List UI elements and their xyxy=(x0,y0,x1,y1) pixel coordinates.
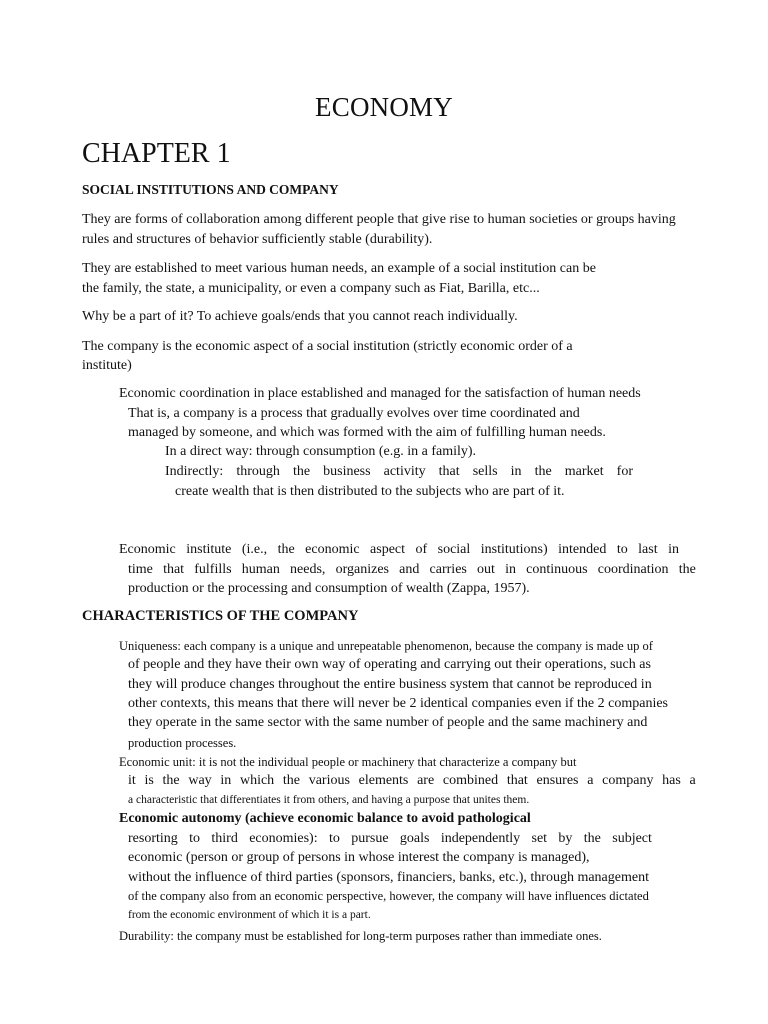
word: which xyxy=(239,773,275,788)
word: the xyxy=(292,464,311,479)
bullet-item-line: from the economic environment of which it is a part. xyxy=(128,909,371,921)
bullet-item-line: of the company also from an economic perspective, however, the company will have influences dictated xyxy=(128,889,649,903)
word: aspect xyxy=(370,542,406,557)
bullet-item-line: they operate in the same sector with the same number of people and the same machinery and xyxy=(128,715,648,730)
word: coordination xyxy=(597,562,669,577)
word: institute xyxy=(186,542,232,557)
sub-bullet-item-line xyxy=(153,463,633,481)
bullet-item-line: Economic autonomy (achieve economic balance to avoid pathological xyxy=(119,811,531,826)
paragraph-line: Why be a part of it? To achieve goals/ends that you cannot reach individually. xyxy=(82,309,518,324)
word: continuous xyxy=(526,562,588,577)
word: set xyxy=(531,831,548,846)
word: in xyxy=(510,464,522,479)
bullet-item-line: Economic coordination in place established and managed for the satisfaction of human needs xyxy=(119,386,641,401)
bullet-item-line xyxy=(128,561,696,579)
word: that xyxy=(506,773,528,788)
word: third xyxy=(211,831,238,846)
word: combined xyxy=(442,773,499,788)
sub-bullet-item-line: create wealth that is then distributed to the subjects who are part of it. xyxy=(175,484,565,499)
word: activity xyxy=(383,464,426,479)
bullet-item-line: production processes. xyxy=(128,736,237,750)
word: business xyxy=(323,464,371,479)
paragraph-line: They are forms of collaboration among different people that give rise to human societies or groups having xyxy=(82,212,676,227)
bullet-item-line: other contexts, this means that there will never be 2 identical companies even if the 2 companies xyxy=(128,696,668,711)
bullet-item-line: economic (person or group of persons in whose interest the company is managed), xyxy=(128,850,590,865)
bullet-item-line: they will produce changes throughout the entire business system that cannot be reproduced in xyxy=(128,677,652,692)
word: organizes xyxy=(335,562,389,577)
word: out xyxy=(477,562,495,577)
bullet-item-line: without the influence of third parties (sponsors, financiers, banks, etc.), through management xyxy=(128,870,649,885)
paragraph-line: They are established to meet various human needs, an example of a social institution can be xyxy=(82,261,596,276)
document-title: ECONOMY xyxy=(315,92,453,122)
word: the xyxy=(282,773,300,788)
word: pursue xyxy=(351,831,389,846)
word: has xyxy=(662,773,681,788)
sub-bullet-item-line: In a direct way: through consumption (e.g. in a family). xyxy=(165,444,477,459)
word: social xyxy=(437,542,471,557)
paragraph-line: institute) xyxy=(82,358,132,373)
word: various xyxy=(308,773,350,788)
word: carries xyxy=(429,562,467,577)
word: resorting xyxy=(128,831,178,846)
word: way xyxy=(188,773,212,788)
word: that xyxy=(163,562,185,577)
paragraph-line: the family, the state, a municipality, or even a company such as Fiat, Barilla, etc... xyxy=(82,281,540,296)
word: in xyxy=(505,562,516,577)
word: it xyxy=(128,773,136,788)
word: (i.e., xyxy=(241,542,268,557)
bullet-item-line: Durability: the company must be established for long-term purposes rather than immediate ones. xyxy=(119,929,602,943)
word: subject xyxy=(612,831,652,846)
word: in xyxy=(668,542,679,557)
bullet-item-line: a characteristic that differentiates it from others, and having a purpose that unites them. xyxy=(128,794,530,806)
bullet-item-line: production or the processing and consumption of wealth (Zappa, 1957). xyxy=(128,581,530,596)
word: company xyxy=(602,773,654,788)
word: human xyxy=(241,562,280,577)
word: a xyxy=(587,773,594,788)
word: to xyxy=(328,831,340,846)
section-heading-characteristics: CHARACTERISTICS OF THE COMPANY xyxy=(82,608,359,624)
section-heading-social-institutions: SOCIAL INSTITUTIONS AND COMPANY xyxy=(82,182,339,197)
bullet-item-line: of people and they have their own way of operating and carrying out their operations, such as xyxy=(128,657,651,672)
bullet-item-line xyxy=(128,772,696,790)
word: fulfills xyxy=(194,562,232,577)
bullet-item-line: That is, a company is a process that gradually evolves over time coordinated and xyxy=(128,406,580,421)
paragraph-line: The company is the economic aspect of a social institution (strictly economic order of a xyxy=(82,339,573,354)
word: the xyxy=(162,773,180,788)
bullet-item-line xyxy=(107,541,679,559)
bullet-item-line: Economic unit: it is not the individual people or machinery that characterize a company but xyxy=(119,755,577,769)
word: independently xyxy=(440,831,521,846)
word: to xyxy=(616,542,628,557)
word: is xyxy=(144,773,154,788)
word: economies): xyxy=(249,831,318,846)
word: the xyxy=(678,562,696,577)
word: sells xyxy=(472,464,498,479)
word: a xyxy=(689,773,696,788)
word: that xyxy=(438,464,460,479)
word: elements xyxy=(358,773,409,788)
word: of xyxy=(415,542,428,557)
bullet-item-line: managed by someone, and which was formed with the aim of fulfilling human needs. xyxy=(128,425,606,440)
word: intended xyxy=(558,542,607,557)
word: ensures xyxy=(536,773,579,788)
word: for xyxy=(616,464,633,479)
paragraph-line: rules and structures of behavior sufficiently stable (durability). xyxy=(82,232,433,247)
word: Indirectly: xyxy=(165,464,224,479)
chapter-heading: CHAPTER 1 xyxy=(82,138,231,169)
word: by xyxy=(558,831,573,846)
bullet-item-line: Uniqueness: each company is a unique and unrepeatable phenomenon, because the company is made up of xyxy=(119,639,653,653)
word: goals xyxy=(399,831,430,846)
word: are xyxy=(417,773,435,788)
word: Economic xyxy=(119,542,176,557)
word: economic xyxy=(305,542,360,557)
word: to xyxy=(189,831,201,846)
word: market xyxy=(564,464,604,479)
word: the xyxy=(534,464,552,479)
bullet-item-line xyxy=(128,830,652,848)
word: needs, xyxy=(290,562,326,577)
word: in xyxy=(220,773,232,788)
word: last xyxy=(638,542,658,557)
word: time xyxy=(128,562,153,577)
word: the xyxy=(277,542,295,557)
word: institutions) xyxy=(480,542,548,557)
word: through xyxy=(236,464,280,479)
word: and xyxy=(399,562,420,577)
word: the xyxy=(583,831,601,846)
